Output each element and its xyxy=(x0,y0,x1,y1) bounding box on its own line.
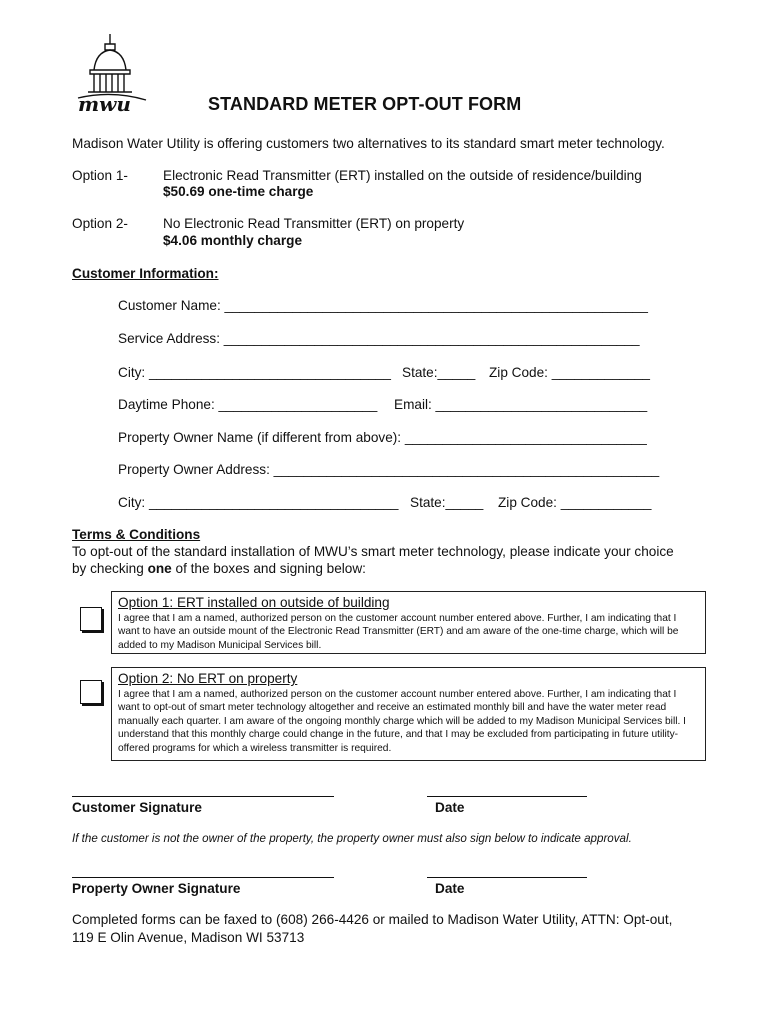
logo-text: mwu xyxy=(78,92,131,116)
customer-info-heading: Customer Information: xyxy=(72,266,219,281)
owner-approval-note: If the customer is not the owner of the property, the property owner must also sign below to indicate approval. xyxy=(72,832,632,845)
terms-heading: Terms & Conditions xyxy=(72,527,201,542)
option2-label: Option 2- xyxy=(72,216,128,231)
owner-city-field[interactable]: City: _________________________________ xyxy=(118,495,399,510)
email-field[interactable]: Email: ____________________________ xyxy=(394,397,648,412)
service-address-field[interactable]: Service Address: _______________________________________________________ xyxy=(118,331,640,346)
option2-box xyxy=(111,667,706,761)
option1-box-heading: Option 1: ERT installed on outside of building xyxy=(118,595,390,610)
option2-charge: $4.06 monthly charge xyxy=(163,233,303,248)
option2-desc: No Electronic Read Transmitter (ERT) on property xyxy=(163,216,465,231)
customer-date-line[interactable] xyxy=(427,796,587,797)
option1-box-text: I agree that I am a named, authorized person on the customer account number entered above. Further, I am indicating that I want to have an outside mount of the Electronic Read Transmitter (ERT) and am aware of the one-time charge, which will be added to my Madison Municipal Services bill. xyxy=(118,613,679,651)
owner-date-line[interactable] xyxy=(427,877,587,878)
owner-signature-line[interactable] xyxy=(72,877,334,878)
owner-signature-label: Property Owner Signature xyxy=(72,881,241,896)
owner-zip-field[interactable]: Zip Code: ____________ xyxy=(498,495,652,510)
mwu-logo xyxy=(72,30,152,120)
option1-charge: $50.69 one-time charge xyxy=(163,184,314,199)
property-owner-address-field[interactable]: Property Owner Address: ___________________________________________________ xyxy=(118,462,660,477)
page-title: STANDARD METER OPT-OUT FORM xyxy=(208,94,522,114)
city-field[interactable]: City: ________________________________ xyxy=(118,365,391,380)
option1-checkbox[interactable] xyxy=(80,607,102,631)
option2-box-heading: Option 2: No ERT on property xyxy=(118,671,298,686)
terms-line2: by checking one of the boxes and signing below: xyxy=(72,561,366,576)
customer-signature-label: Customer Signature xyxy=(72,800,202,815)
daytime-phone-field[interactable]: Daytime Phone: _____________________ xyxy=(118,397,378,412)
option2-box-text: I agree that I am a named, authorized person on the customer account number entered above. Further, I am indicating that I want to opt-out of smart meter technology altogether and receive an estimated monthly bill and have the water meter read manually each quarter. I am aware of the ongoing monthly charge which will be added to my Madison Municipal Services bill. I understand that this monthly charge could change in the future, and that I may be excluded from participating in future utility-offered programs for which a wireless transmitter is required. xyxy=(118,689,686,754)
owner-state-field[interactable]: State:_____ xyxy=(410,495,484,510)
customer-date-label: Date xyxy=(435,800,465,815)
customer-name-field[interactable]: Customer Name: ________________________________________________________ xyxy=(118,298,648,313)
option1-desc: Electronic Read Transmitter (ERT) installed on the outside of residence/building xyxy=(163,168,642,183)
footer-line1: Completed forms can be faxed to (608) 266-4426 or mailed to Madison Water Utility, ATTN: Opt-out, xyxy=(72,912,673,927)
option1-box xyxy=(111,591,706,654)
owner-date-label: Date xyxy=(435,881,465,896)
customer-signature-line[interactable] xyxy=(72,796,334,797)
property-owner-name-field[interactable]: Property Owner Name (if different from above): ________________________________ xyxy=(118,430,647,445)
footer-line2: 119 E Olin Avenue, Madison WI 53713 xyxy=(72,930,305,945)
zip-field[interactable]: Zip Code: _____________ xyxy=(489,365,650,380)
intro-text: Madison Water Utility is offering customers two alternatives to its standard smart meter technology. xyxy=(72,136,665,151)
terms-line1: To opt-out of the standard installation of MWU’s smart meter technology, please indicate your choice xyxy=(72,544,674,559)
option1-label: Option 1- xyxy=(72,168,128,183)
state-field[interactable]: State:_____ xyxy=(402,365,476,380)
option2-checkbox[interactable] xyxy=(80,680,102,704)
